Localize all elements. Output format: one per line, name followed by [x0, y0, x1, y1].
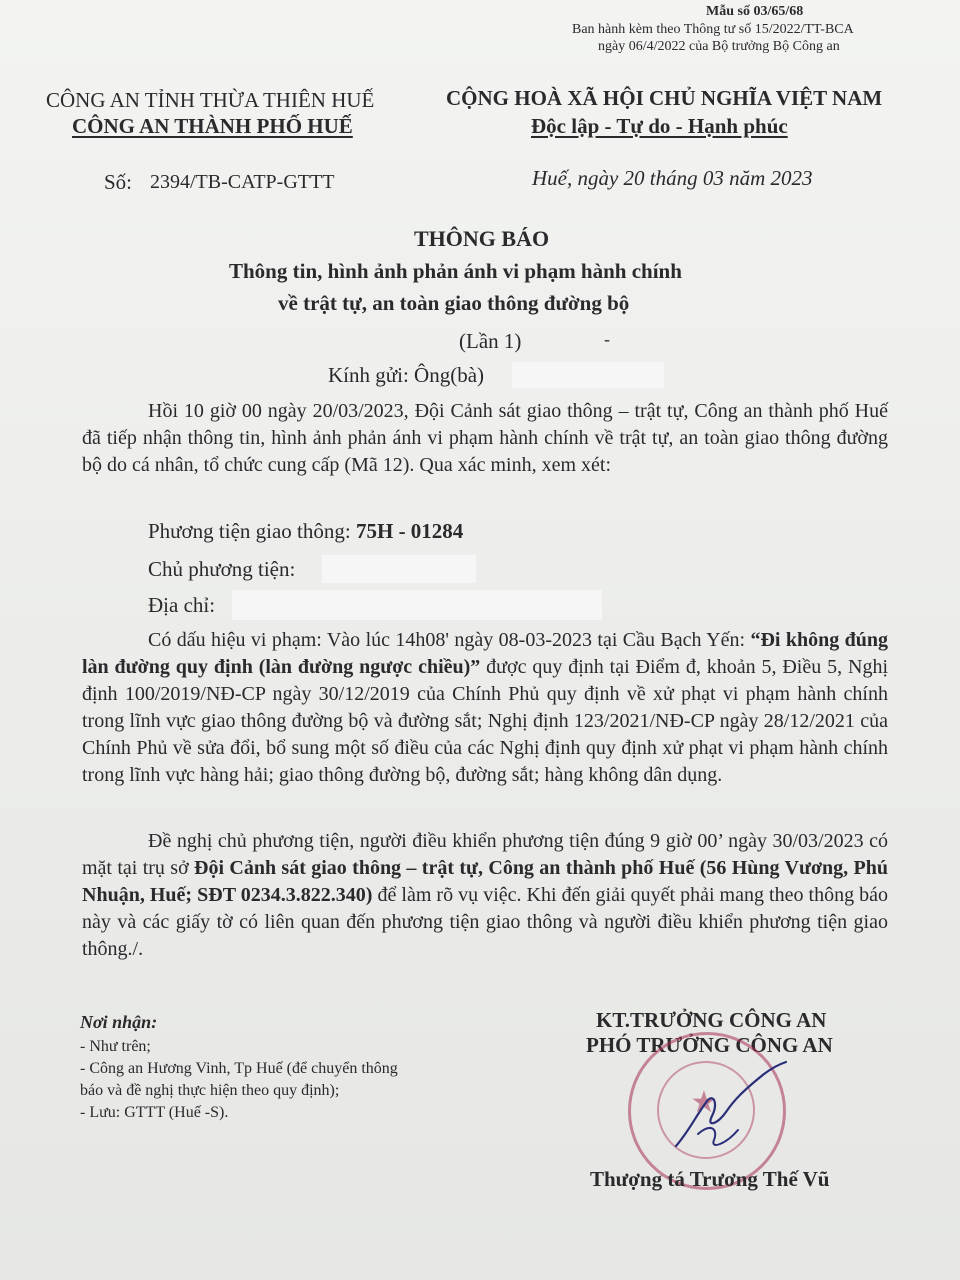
notice-subtitle-line-1: Thông tin, hình ảnh phản ánh vi phạm hành chính — [229, 259, 682, 283]
agency-name: CÔNG AN THÀNH PHỐ HUẾ — [72, 114, 353, 138]
violation-legal-basis: được quy định tại Điểm đ, khoản 5, Điều 5, Nghị định 100/2019/NĐ-CP ngày 30/12/2019 của Chính Phủ quy định về xử phạt vi phạm hành chính trong lĩnh vực giao thông đường bộ và đường sắt; Nghị định 123/2021/NĐ-CP ngày 28/12/2021 của Chính Phủ về sửa đổi, bổ sung một số điều của các Nghị định quy định xử phạt vi phạm hành chính trong lĩnh vực hàng hải; giao thông đường bộ, đường sắt; hàng không dân dụng. — [82, 656, 888, 786]
notice-title: THÔNG BÁO — [414, 226, 550, 251]
vehicle-line — [148, 519, 463, 544]
notice-round: (Lần 1) — [459, 329, 522, 353]
vehicle-label: Phương tiện giao thông: — [148, 519, 356, 543]
request-rest: để làm rõ vụ việc. Khi đến giải quyết phải mang theo thông báo này và các giấy tờ có liên quan đến phương tiện giao thông và người điều khiển phương tiện giao thông./. — [82, 884, 889, 960]
recipient-name-redaction — [512, 362, 664, 388]
owner-redaction — [322, 555, 476, 583]
recipients-item: - Công an Hương Vinh, Tp Huế (để chuyển thông — [80, 1060, 398, 1077]
form-issued-date: ngày 06/4/2022 của Bộ trưởng Bộ Công an — [598, 39, 840, 54]
stamp-star-icon: ★ — [690, 1086, 718, 1119]
violation-lead: Có dấu hiệu vi phạm: Vào lúc 14h08' ngày 08-03-2023 tại Cầu Bạch Yến: — [148, 629, 751, 651]
intro-text: Hồi 10 giờ 00 ngày 20/03/2023, Đội Cảnh sát giao thông – trật tự, Công an thành phố Huế đã tiếp nhận thông tin, hình ảnh phản ánh vi phạm hành chính về trật tự, an toàn giao thông đường bộ do cá nhân, tổ chức cung cấp (Mã 12). Qua xác minh, xem xét: — [82, 400, 888, 476]
request-office: Đội Cảnh sát giao thông – trật tự, Công an thành phố Huế (56 Hùng Vương, Phú Nhuận, Huế; SĐT 0234.3.822.340) — [82, 857, 888, 906]
vehicle-plate: 75H - 01284 — [355, 519, 464, 543]
signature-image — [668, 1060, 788, 1170]
notice-dash: - — [604, 329, 610, 349]
document-number: 2394/TB-CATP-GTTT — [150, 171, 335, 193]
recipient-label: Kính gửi: Ông(bà) — [328, 363, 485, 387]
document-number-label: Số: — [104, 170, 133, 194]
notice-subtitle-line-2: về trật tự, an toàn giao thông đường bộ — [278, 291, 630, 315]
request-paragraph — [82, 828, 888, 963]
address-redaction — [232, 590, 602, 620]
signature-title-line-1: KT.TRƯỞNG CÔNG AN — [596, 1008, 827, 1032]
recipients-item: - Như trên; — [80, 1038, 151, 1055]
form-issued-with: Ban hành kèm theo Thông tư số 15/2022/TT-BCA — [572, 22, 854, 37]
address-label: Địa chỉ: — [148, 593, 216, 617]
national-title: CỘNG HOÀ XÃ HỘI CHỦ NGHĨA VIỆT NAM — [446, 86, 883, 110]
signer-name: Thượng tá Trương Thế Vũ — [590, 1167, 830, 1191]
violation-description: “Đi không đúng làn đường quy định (làn đường ngược chiều)” — [82, 629, 888, 678]
owner-label: Chủ phương tiện: — [148, 557, 296, 581]
national-motto: Độc lập - Tự do - Hạnh phúc — [531, 114, 788, 138]
signature-title-line-2: PHÓ TRƯỞNG CÔNG AN — [586, 1033, 833, 1057]
request-lead: Đề nghị chủ phương tiện, người điều khiển phương tiện đúng 9 giờ 00’ ngày 30/03/2023 có mặt tại trụ sở — [82, 830, 888, 879]
violation-paragraph — [82, 627, 888, 789]
recipients-item: báo và đề nghị thực hiện theo quy định); — [80, 1082, 340, 1099]
agency-parent: CÔNG AN TỈNH THỪA THIÊN HUẾ — [46, 88, 375, 112]
intro-paragraph — [82, 398, 888, 479]
form-number: Mẫu số 03/65/68 — [706, 4, 804, 19]
recipients-item: - Lưu: GTTT (Huế -S). — [80, 1104, 229, 1121]
place-and-date: Huế, ngày 20 tháng 03 năm 2023 — [532, 166, 813, 190]
recipients-heading: Nơi nhận: — [80, 1012, 158, 1032]
